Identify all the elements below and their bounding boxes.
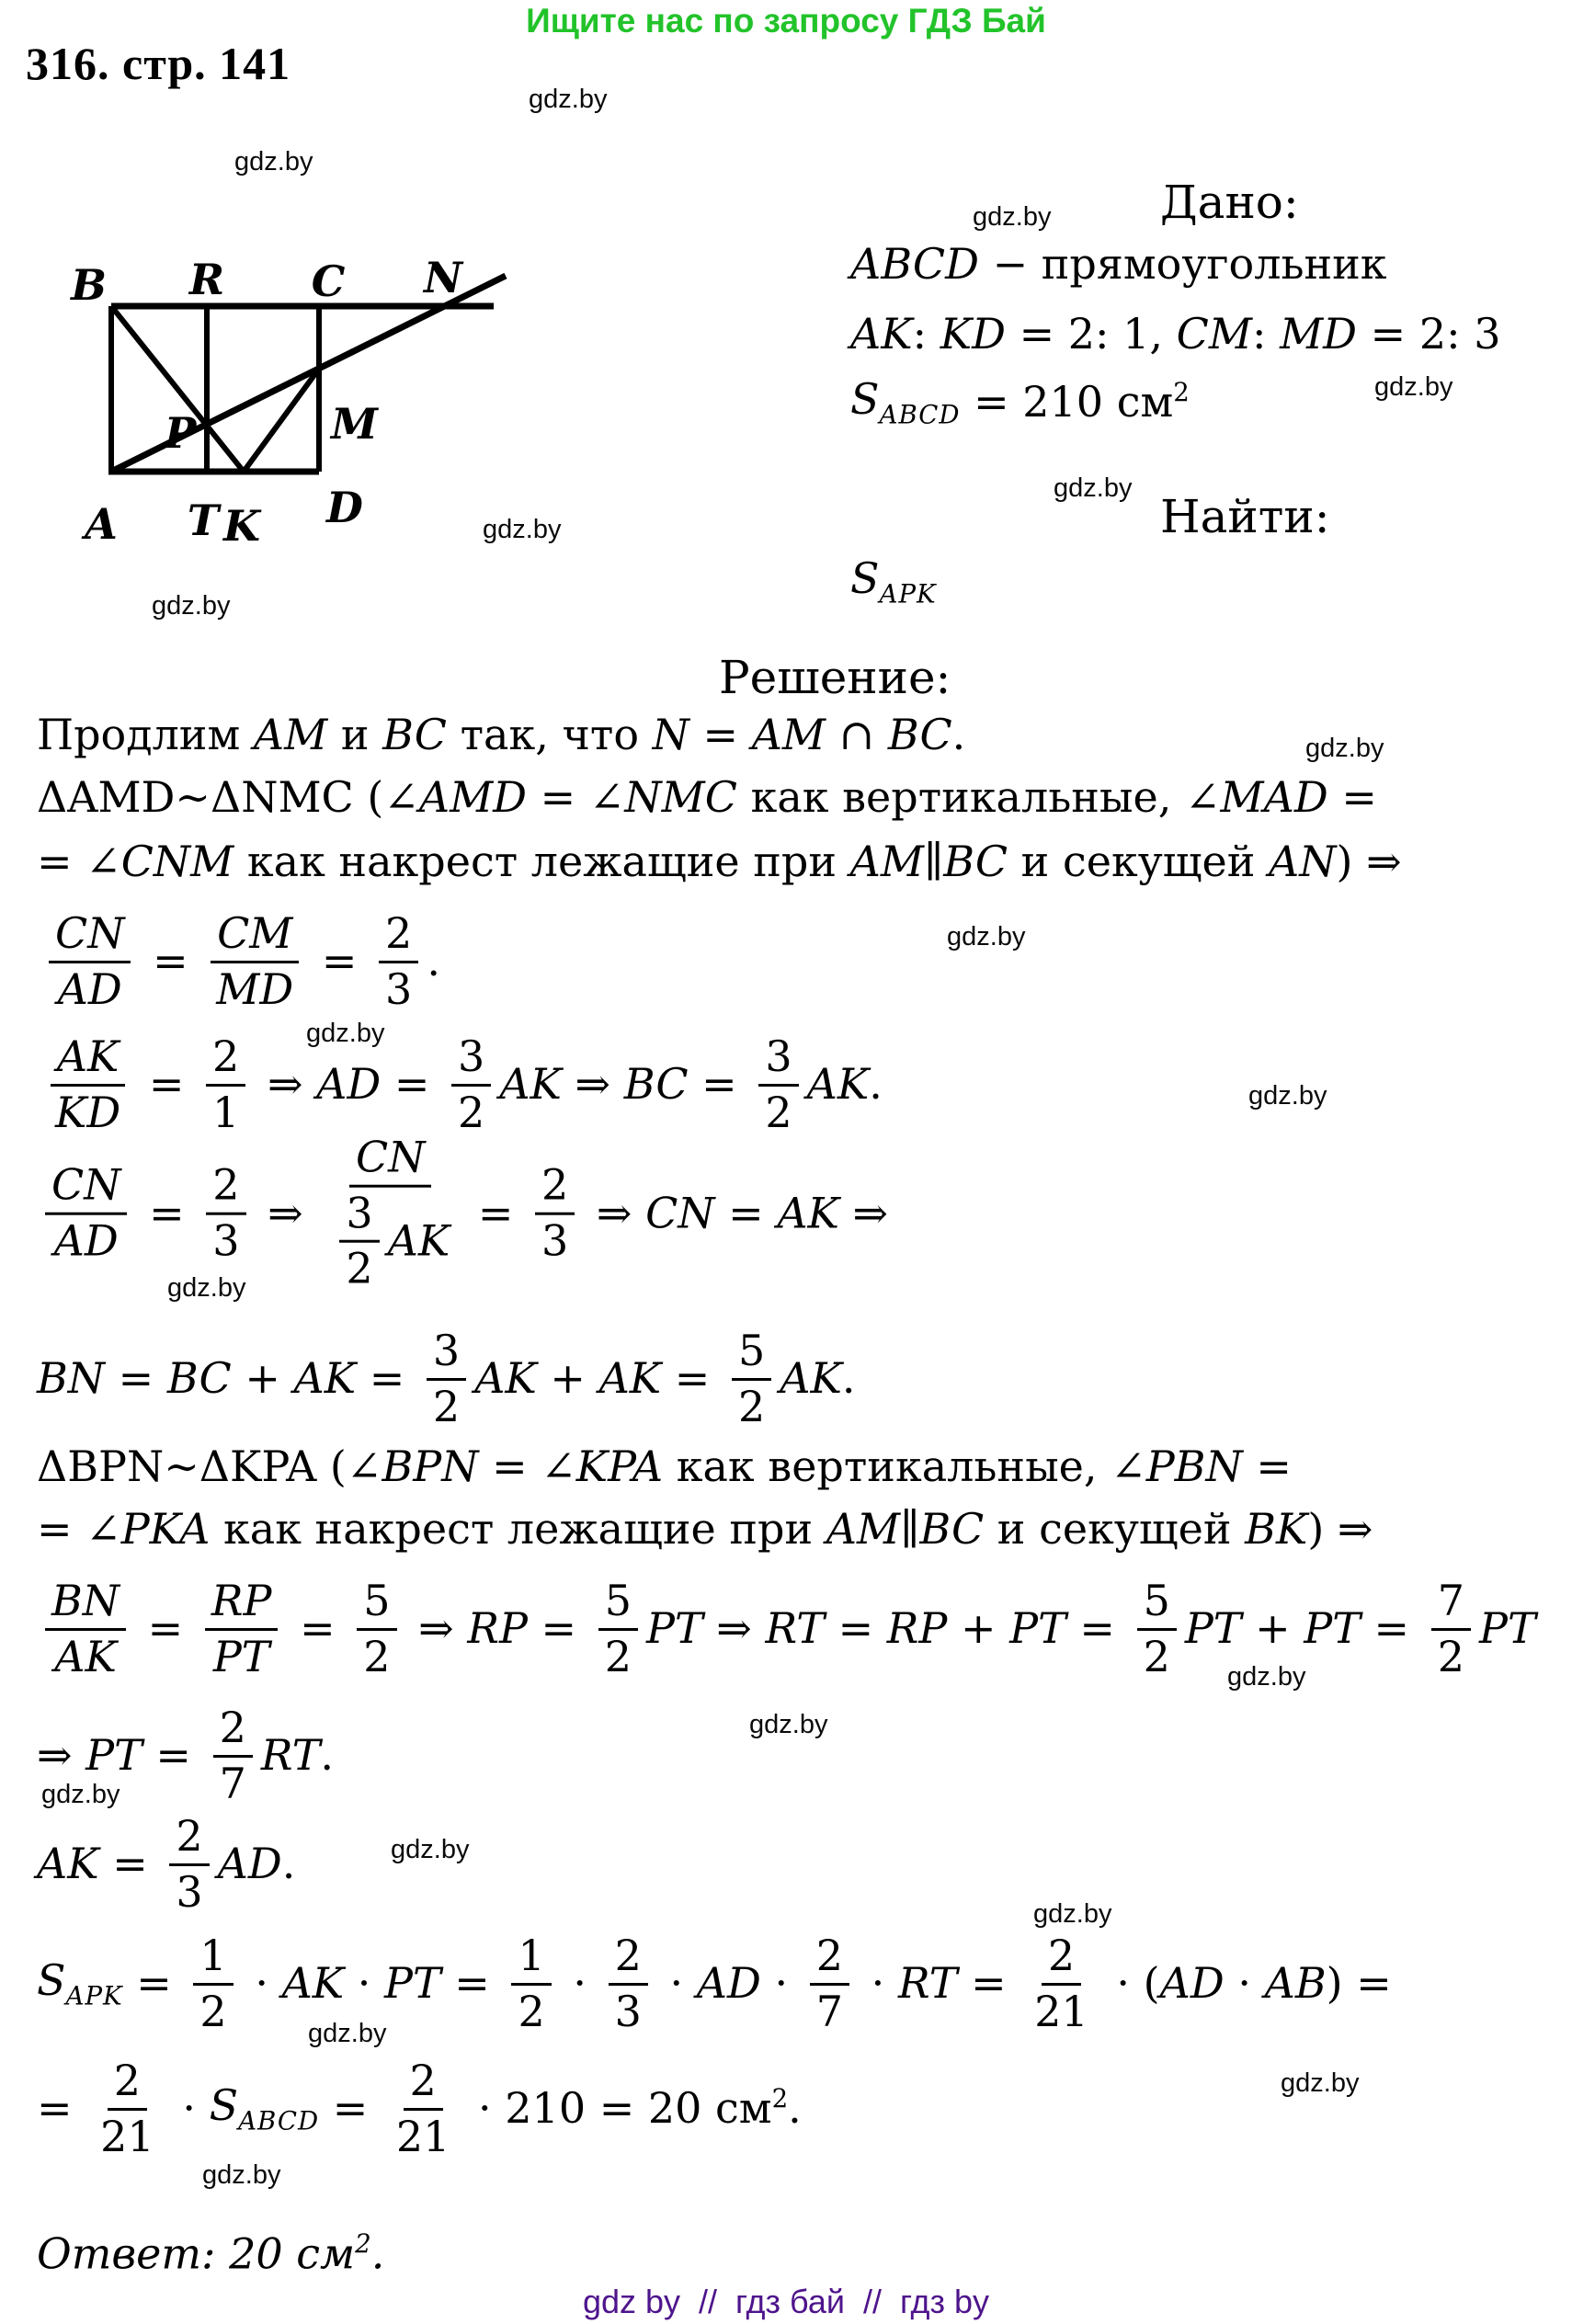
- point-label-r: R: [188, 257, 225, 304]
- watermark: gdz.by: [947, 922, 1026, 951]
- find-heading: Найти:: [1160, 490, 1330, 543]
- watermark: gdz.by: [1305, 734, 1384, 763]
- solution-heading: Решение:: [719, 651, 951, 704]
- solution-line: ⇒ PT = $\frac{2}{7}$ RT .: [37, 1702, 335, 1808]
- point-label-p: P: [164, 408, 197, 458]
- promo-banner: Ищите нас по запросу ГДЗ Бай: [526, 2, 1046, 40]
- given-line: $S_{ABCD}$ = 210 $см^2$: [850, 373, 1190, 430]
- point-label-n: N: [423, 257, 463, 302]
- given-heading: Дано:: [1160, 176, 1299, 229]
- solution-line: AK = $\frac{2}{3}$ AD .: [37, 1810, 296, 1917]
- watermark: gdz.by: [973, 202, 1052, 232]
- solution-line: BN = BC + AK = $\frac{3}{2}$ AK + AK = $\frac{5}{2}$ AK .: [37, 1325, 856, 1431]
- point-label-c: C: [311, 257, 346, 306]
- watermark: gdz.by: [749, 1710, 828, 1739]
- solution-line: $\frac{BN}{AK}$ = $\frac{RP}{PT}$ = $\frac{5}{2}$ ⇒ RP = $\frac{5}{2}$ PT ⇒ RT = RP + PT = $\frac{5}{2}$ PT + PT = $\frac{7}{2}$ PT: [37, 1578, 1536, 1680]
- watermark: gdz.by: [1248, 1081, 1327, 1111]
- watermark: gdz.by: [152, 591, 231, 621]
- watermark: gdz.by: [1374, 372, 1453, 402]
- given-line: AK : KD = 2: 1, CM : MD = 2: 3: [850, 309, 1501, 359]
- point-label-b: B: [71, 260, 107, 310]
- watermark: gdz.by: [234, 147, 313, 177]
- solution-line: $S_{APK}$ = $\frac{1}{2}$ · AK · PT = $\frac{1}{2}$ · $\frac{2}{3}$ · AD · $\frac{2}{7}$ · RT = $\frac{2}{21}$ · ( AD · AB ) =: [37, 1930, 1392, 2036]
- geometry-figure: [51, 257, 814, 579]
- answer-line: Ответ: 20 $см^2$.: [37, 2228, 385, 2279]
- solution-line: $\frac{CN}{AD}$ = $\frac{2}{3}$ ⇒ CN $\frac{3}{2}$ AK = $\frac{2}{3}$ ⇒ CN = AK ⇒: [37, 1134, 888, 1293]
- watermark: gdz.by: [483, 515, 562, 544]
- given-line: ABCD − прямоугольник: [850, 239, 1387, 290]
- watermark: gdz.by: [391, 1835, 470, 1864]
- solution-line: Продлим AM и BC так, что N = AM ∩ BC .: [37, 710, 966, 760]
- watermark: gdz.by: [306, 1019, 385, 1048]
- watermark: gdz.by: [308, 2019, 387, 2048]
- watermark: gdz.by: [1054, 473, 1133, 503]
- point-label-d: D: [326, 483, 363, 532]
- solution-line: $\frac{CN}{AD}$ = $\frac{CM}{MD}$ = $\frac{2}{3}$ .: [40, 910, 440, 1013]
- point-label-a: A: [85, 499, 118, 549]
- point-label-m: M: [331, 399, 378, 449]
- solution-line: ΔAMD ∼ ΔNMC ( ∠ AMD = ∠ NMC как вертикальные, ∠ MAD =: [37, 772, 1377, 823]
- watermark: gdz.by: [41, 1780, 120, 1809]
- watermark: gdz.by: [529, 85, 608, 114]
- point-label-t: T: [187, 496, 220, 545]
- find-expression: $S_{APK}$: [850, 553, 937, 609]
- watermark: gdz.by: [202, 2160, 281, 2190]
- solution-line: $\frac{AK}{KD}$ = $\frac{2}{1}$ ⇒ AD = $\frac{3}{2}$ AK ⇒ BC = $\frac{3}{2}$ AK .: [40, 1033, 883, 1136]
- watermark: gdz.by: [1281, 2068, 1360, 2098]
- footer-links[interactable]: gdz by // гдз бай // гдз by: [582, 2283, 990, 2320]
- watermark: gdz.by: [1227, 1662, 1306, 1692]
- page-title: 316. стр. 141: [26, 38, 291, 89]
- watermark: gdz.by: [167, 1273, 246, 1303]
- solution-line: = ∠ CNM как накрест лежащие при AM ∥ BC и секущей AN ) ⇒: [37, 837, 1402, 887]
- solution-line: = $\frac{2}{21}$ · $S_{ABCD}$ = $\frac{2}{21}$ · 210 = 20 $см^2$.: [37, 2055, 802, 2161]
- solution-line: ΔBPN ∼ ΔKPA ( ∠ BPN = ∠ KPA как вертикальные, ∠ PBN =: [37, 1441, 1292, 1492]
- point-label-k: K: [223, 501, 260, 551]
- watermark: gdz.by: [1033, 1899, 1112, 1929]
- solution-line: = ∠ PKA как накрест лежащие при AM ∥ BC и секущей BK ) ⇒: [37, 1504, 1373, 1555]
